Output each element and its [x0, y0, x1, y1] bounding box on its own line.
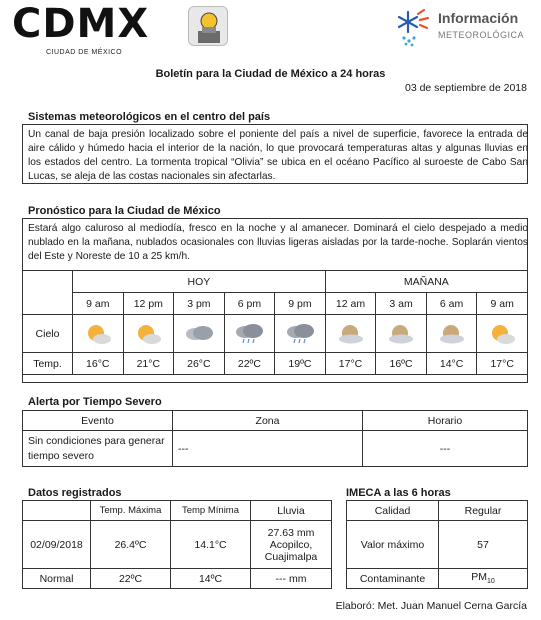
alerta-zona-value: --- — [173, 431, 363, 467]
temp-cell: 16ºC — [376, 353, 427, 375]
forecast-table — [22, 270, 528, 375]
night-partly-cloudy-icon — [336, 322, 366, 346]
datos-table — [22, 500, 332, 589]
imeca-heading: IMECA a las 6 horas — [346, 487, 451, 499]
sky-cell — [477, 315, 528, 353]
sistemas-text: Un canal de baja presión localizado sobre el poniente del país a nivel de superficie, favorece la entrada de aire cálido y húmedo hacia el interior de la nación, lo que provocará temperaturas altas y algunas lluvias en los estados del centro. La tormenta tropical “Olivia” se ubica en el océano Pacífico al suroeste de Cabo San Lucas, se aleja de las costas nacionales sin afectarlas. — [28, 129, 528, 182]
pollutant-name: PM — [471, 571, 487, 584]
sky-cell — [325, 315, 376, 353]
imeca-row1-value: 57 — [439, 521, 528, 569]
datos-col-lluvia: Lluvia — [251, 501, 332, 521]
partly-sunny-icon — [83, 322, 113, 346]
sky-cell — [224, 315, 275, 353]
imeca-col-calidad: Calidad — [347, 501, 439, 521]
hour-cell: 9 am — [477, 293, 528, 315]
sky-cell — [376, 315, 427, 353]
lluvia-amount: 27.63 mm — [267, 526, 315, 539]
shield-icon — [188, 6, 228, 46]
informacion-meteorologica-logo — [396, 8, 536, 50]
pronostico-heading: Pronóstico para la Ciudad de México — [28, 205, 221, 217]
temp-cell: 21°C — [123, 353, 174, 375]
cdmx-logo: CDMX — [12, 1, 150, 47]
prepared-by: Elaboró: Met. Juan Manuel Cerna García — [335, 600, 527, 612]
alerta-evento-value: Sin condiciones para generar tiempo severo — [23, 431, 173, 467]
rain-cloud-icon — [285, 322, 315, 346]
imeca-row2-value — [439, 569, 528, 589]
sky-cell — [123, 315, 174, 353]
page-header — [0, 0, 541, 62]
row-label-temp: Temp. — [23, 353, 73, 375]
hour-cell: 3 pm — [174, 293, 225, 315]
imeca-row1-label: Valor máximo — [347, 521, 439, 569]
sky-cell — [174, 315, 225, 353]
hour-cell: 6 am — [426, 293, 477, 315]
normal-min: 14ºC — [171, 569, 251, 589]
sistemas-heading: Sistemas meteorológicos en el centro del país — [28, 111, 271, 123]
datos-lluvia — [251, 521, 332, 569]
row-label-cielo: Cielo — [23, 315, 73, 353]
night-partly-cloudy-icon — [437, 322, 467, 346]
snowflake-sun-icon — [396, 8, 436, 48]
datos-col-min: Temp Mínima — [171, 501, 251, 521]
lluvia-place-1: Acopilco, — [269, 538, 313, 551]
alerta-table — [22, 410, 528, 467]
sky-cell — [426, 315, 477, 353]
datos-corner — [23, 501, 91, 521]
rain-cloud-icon — [234, 322, 264, 346]
pronostico-text: Estará algo caluroso al mediodía, fresco en la noche y al amanecer. Dominará el cielo despejado a medio nublado en la mañana, nublados ocasionales con lluvias ligeras aisladas por la tarde-noche. Soplarán vientos del Este y Noreste de 10 a 25 km/h. — [28, 223, 528, 262]
lluvia-place-2: Cuajimalpa — [264, 550, 318, 563]
normal-lluvia: --- mm — [251, 569, 332, 589]
cdmx-logo-subtitle: CIUDAD DE MÉXICO — [46, 49, 123, 56]
hour-cell: 6 pm — [224, 293, 275, 315]
alerta-col-horario: Horario — [363, 411, 528, 431]
temp-cell: 16°C — [73, 353, 124, 375]
temp-cell: 17°C — [325, 353, 376, 375]
partly-sunny-icon — [487, 322, 517, 346]
bulletin-title: Boletín para la Ciudad de México a 24 horas — [155, 68, 386, 80]
datos-min: 14.1°C — [171, 521, 251, 569]
hour-cell: 12 am — [325, 293, 376, 315]
forecast-corner — [23, 271, 73, 315]
hour-cell: 3 am — [376, 293, 427, 315]
group-manana: MAÑANA — [325, 271, 527, 293]
temp-cell: 14°C — [426, 353, 477, 375]
alerta-col-zona: Zona — [173, 411, 363, 431]
datos-col-max: Temp. Máxima — [91, 501, 171, 521]
hour-cell: 9 am — [73, 293, 124, 315]
datos-heading: Datos registrados — [28, 487, 122, 499]
temp-cell: 22ºC — [224, 353, 275, 375]
temp-cell: 26°C — [174, 353, 225, 375]
meteorologica-subtitle: METEOROLÓGICA — [438, 30, 525, 40]
sky-cell — [275, 315, 326, 353]
normal-max: 22ºC — [91, 569, 171, 589]
bulletin-date: 03 de septiembre de 2018 — [404, 82, 527, 94]
temp-cell: 19ºC — [275, 353, 326, 375]
night-partly-cloudy-icon — [386, 322, 416, 346]
sky-cell — [73, 315, 124, 353]
datos-max: 26.4ºC — [91, 521, 171, 569]
imeca-table — [346, 500, 528, 589]
pollutant-subscript: 10 — [486, 578, 495, 586]
alerta-heading: Alerta por Tiempo Severo — [28, 396, 162, 408]
informacion-title: Información — [438, 10, 519, 26]
temp-cell: 17°C — [477, 353, 528, 375]
cloudy-icon — [184, 322, 214, 346]
group-hoy: HOY — [73, 271, 326, 293]
imeca-col-valor: Regular — [439, 501, 528, 521]
alerta-horario-value: --- — [363, 431, 528, 467]
datos-date: 02/09/2018 — [23, 521, 91, 569]
partly-sunny-icon — [133, 322, 163, 346]
alerta-col-evento: Evento — [23, 411, 173, 431]
hour-cell: 9 pm — [275, 293, 326, 315]
hour-cell: 12 pm — [123, 293, 174, 315]
imeca-row2-label: Contaminante — [347, 569, 439, 589]
normal-label: Normal — [23, 569, 91, 589]
